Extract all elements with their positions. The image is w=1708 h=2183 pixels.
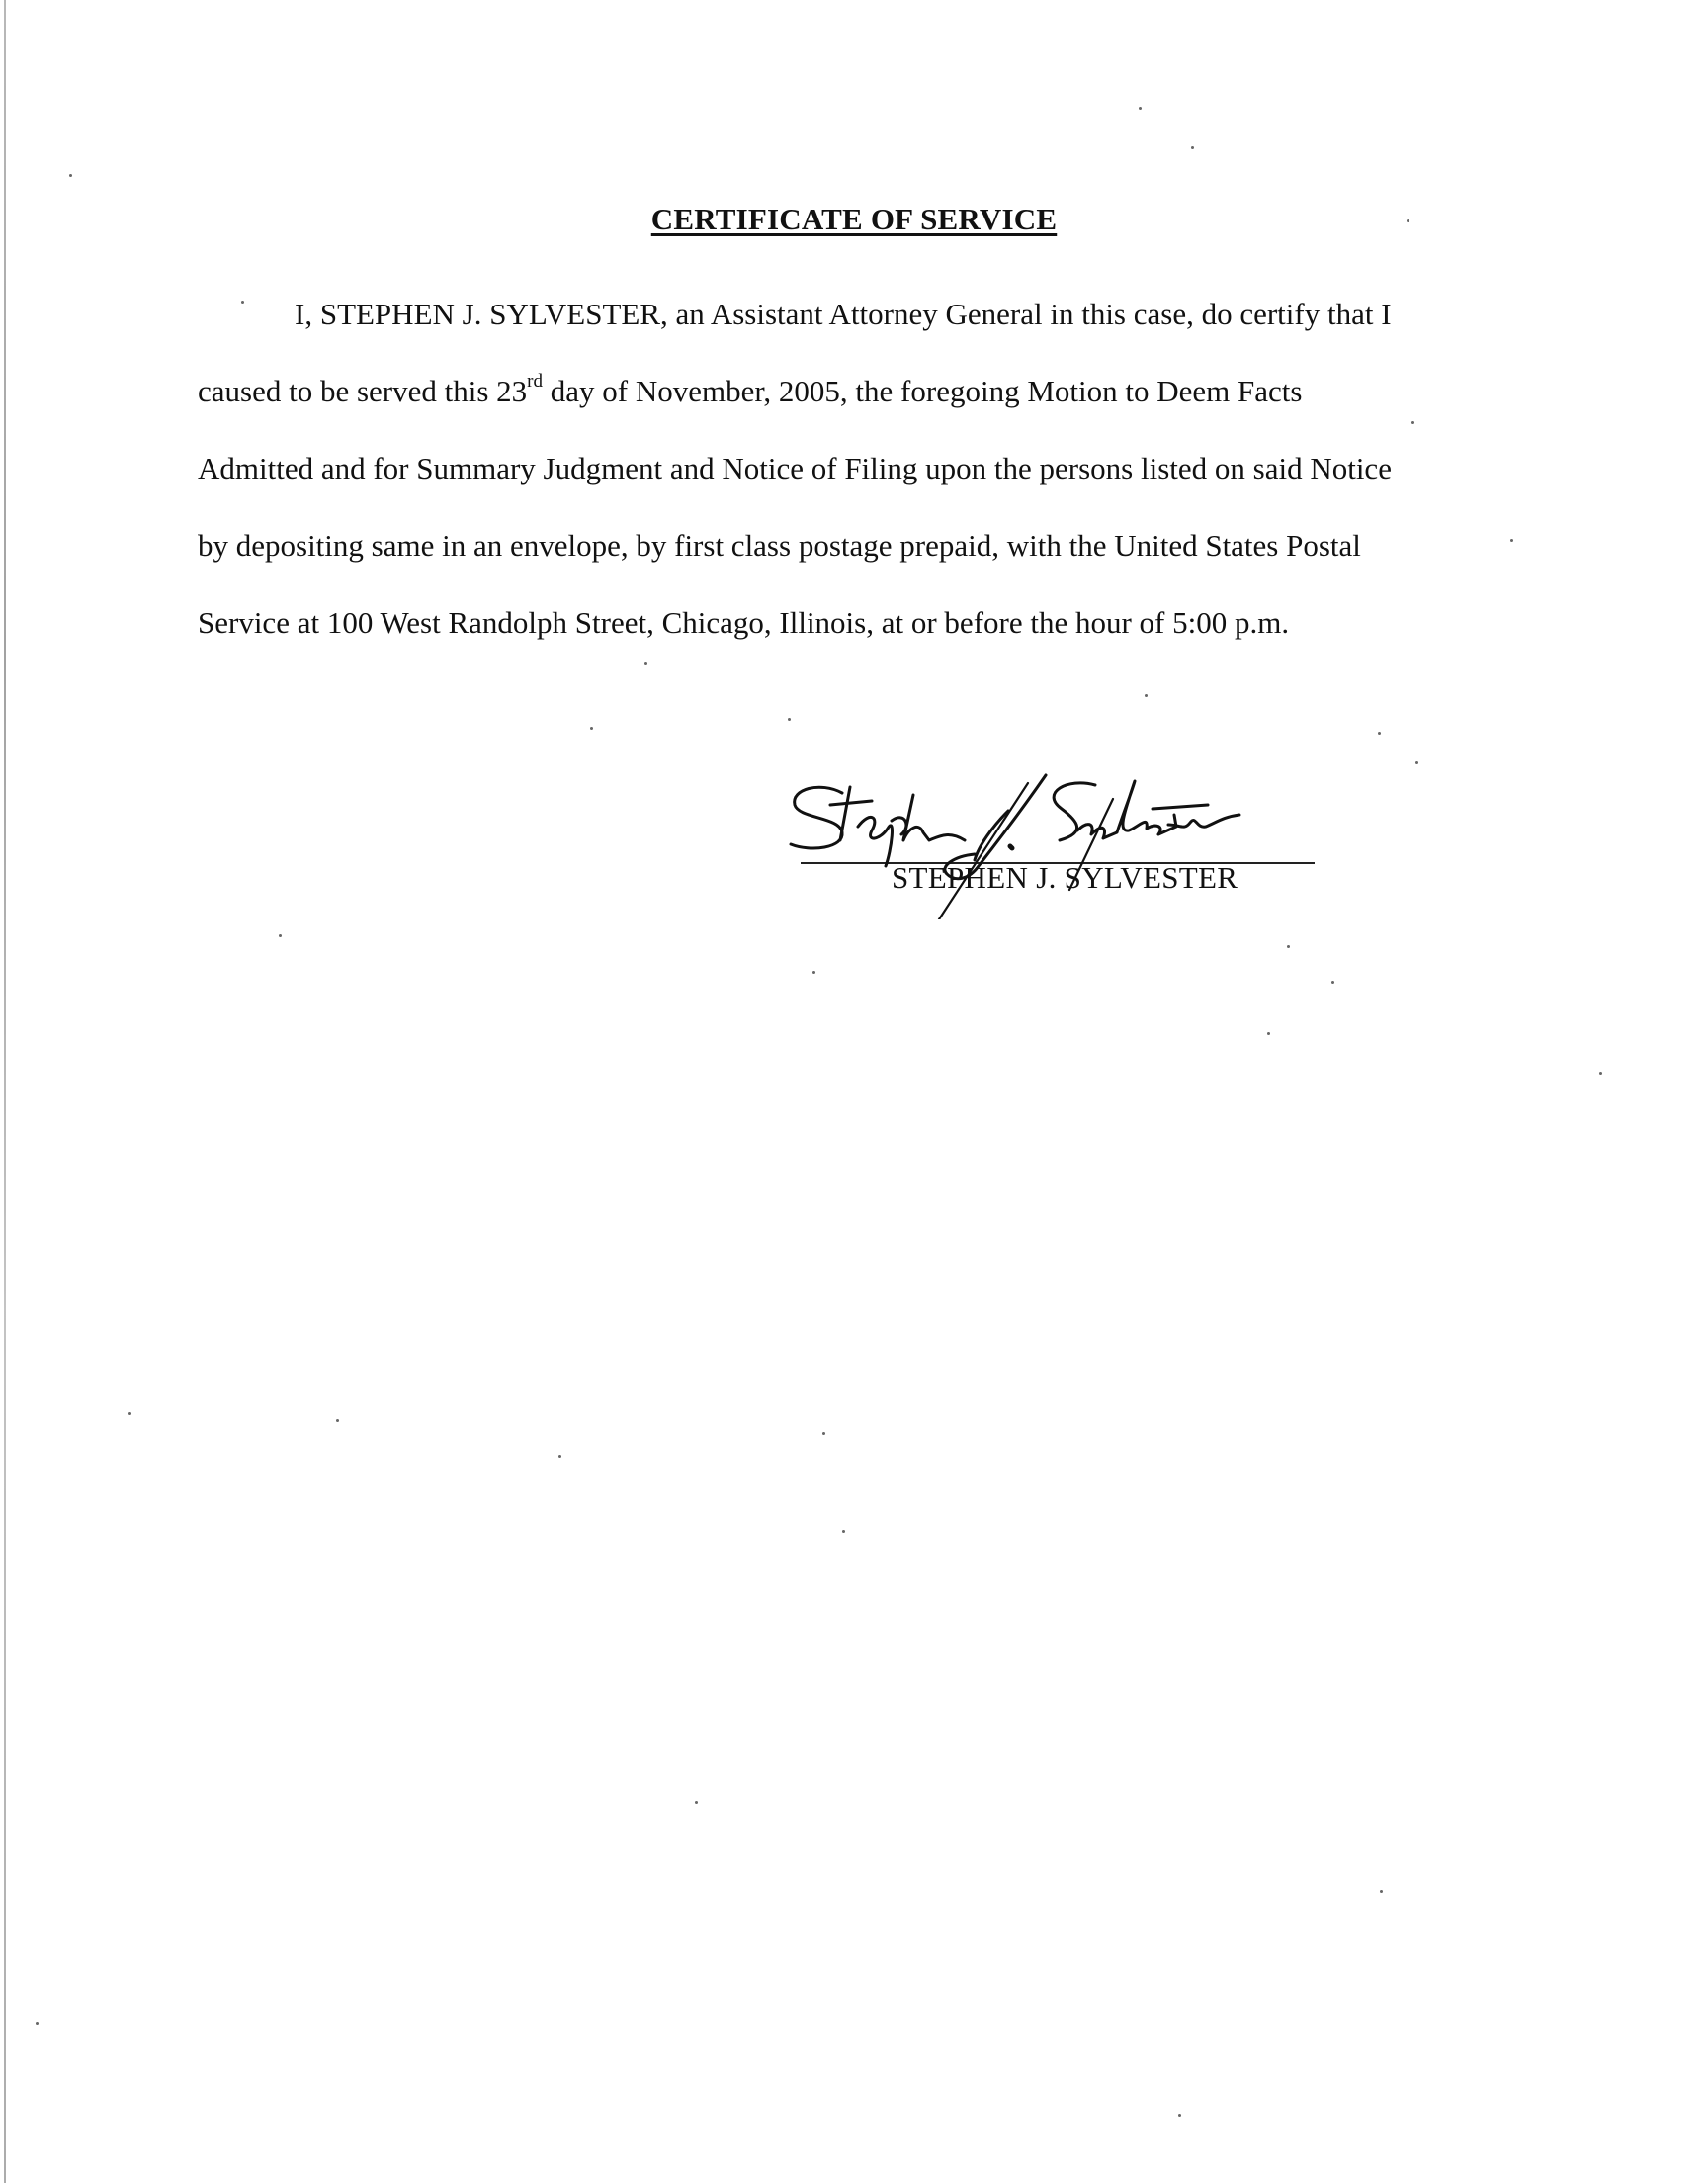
scan-speck bbox=[788, 718, 791, 721]
scan-speck bbox=[1378, 732, 1381, 735]
scan-speck bbox=[128, 1412, 131, 1415]
scan-speck bbox=[1599, 1072, 1602, 1075]
handwritten-signature bbox=[781, 771, 1354, 919]
scan-speck bbox=[69, 174, 72, 177]
paragraph-line-3: Admitted and for Summary Judgment and Notice of Filing upon the persons listed on said Notice bbox=[198, 451, 1392, 485]
certificate-paragraph bbox=[198, 276, 1502, 661]
scan-speck bbox=[842, 1530, 845, 1533]
scan-speck bbox=[1191, 146, 1194, 149]
scan-speck bbox=[1331, 981, 1334, 984]
scan-speck bbox=[590, 727, 593, 730]
scan-speck bbox=[1139, 107, 1142, 110]
scan-speck bbox=[1287, 945, 1290, 948]
paragraph-line-2-end: day of November, 2005, the foregoing Motion to Deem Facts bbox=[543, 374, 1303, 408]
scan-speck bbox=[1145, 694, 1148, 697]
scan-speck bbox=[1380, 1890, 1383, 1893]
scan-speck bbox=[644, 662, 647, 665]
scan-speck bbox=[36, 2022, 39, 2025]
scan-speck bbox=[336, 1419, 339, 1422]
scan-speck bbox=[1415, 761, 1418, 764]
scan-edge bbox=[4, 0, 6, 2183]
paragraph-line-2 bbox=[198, 353, 1502, 430]
scan-speck bbox=[558, 1455, 561, 1458]
scan-speck bbox=[279, 934, 282, 937]
scan-speck bbox=[1267, 1032, 1270, 1035]
paragraph-line-5: Service at 100 West Randolph Street, Chicago, Illinois, at or before the hour of 5:00 p.m. bbox=[198, 605, 1290, 640]
paragraph-line-4: by depositing same in an envelope, by first class postage prepaid, with the United States Postal bbox=[198, 528, 1361, 563]
document-title bbox=[0, 202, 1708, 237]
ordinal-suffix: rd bbox=[527, 370, 543, 392]
paragraph-line-1: I, STEPHEN J. SYLVESTER, an Assistant Attorney General in this case, do certify that I bbox=[295, 297, 1392, 331]
scan-speck bbox=[1407, 219, 1409, 222]
scan-speck bbox=[1178, 2114, 1181, 2117]
scan-speck bbox=[241, 301, 244, 304]
signature-block bbox=[781, 771, 1354, 919]
scan-speck bbox=[695, 1801, 698, 1804]
signer-printed-name: STEPHEN J. SYLVESTER bbox=[892, 860, 1238, 895]
scan-speck bbox=[1411, 421, 1414, 424]
paragraph-line-2-start: caused to be served this 23 bbox=[198, 374, 528, 408]
document-title-text: CERTIFICATE OF SERVICE bbox=[650, 202, 1058, 236]
scan-speck bbox=[1510, 539, 1513, 542]
scan-speck bbox=[812, 971, 815, 974]
scan-speck bbox=[822, 1432, 825, 1435]
